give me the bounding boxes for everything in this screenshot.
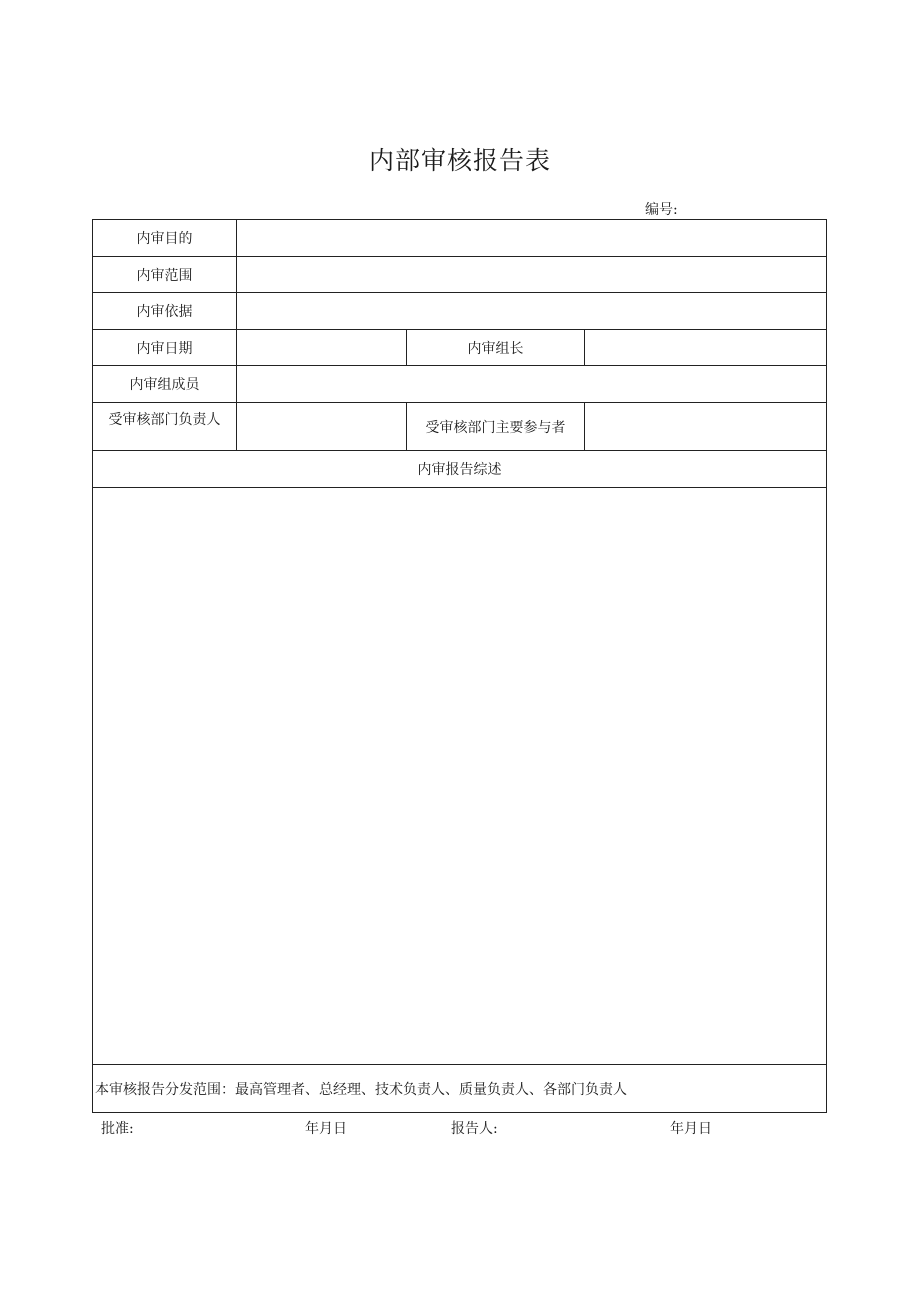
report-date: 年月日 (670, 1121, 712, 1137)
summary-label: 内审报告综述 (93, 451, 827, 488)
leader-label: 内审组长 (407, 330, 585, 366)
page-title: 内部审核报告表 (368, 146, 551, 175)
leader-field[interactable] (585, 330, 827, 366)
audit-report-form (92, 219, 827, 1113)
approve-label: 批准: (101, 1121, 134, 1137)
scope-field[interactable] (237, 257, 827, 293)
reporter-label: 报告人: (451, 1121, 498, 1137)
approve-date: 年月日 (305, 1121, 347, 1137)
date-field[interactable] (237, 330, 407, 366)
summary-content-area[interactable] (93, 488, 827, 1065)
scope-label: 内审范围 (93, 257, 237, 293)
basis-label: 内审依据 (93, 293, 237, 330)
date-label: 内审日期 (93, 330, 237, 366)
dept-head-label: 受审核部门负责人 (93, 403, 237, 451)
basis-field[interactable] (237, 293, 827, 330)
members-field[interactable] (237, 366, 827, 403)
purpose-label: 内审目的 (93, 220, 237, 257)
purpose-field[interactable] (237, 220, 827, 257)
dept-head-field[interactable] (237, 403, 407, 451)
serial-number-label: 编号: (645, 202, 678, 218)
members-label: 内审组成员 (93, 366, 237, 403)
participants-label: 受审核部门主要参与者 (407, 403, 585, 451)
participants-field[interactable] (585, 403, 827, 451)
distribution-text: 本审核报告分发范围：最高管理者、总经理、技术负责人、质量负责人、各部门负责人 (93, 1065, 827, 1113)
